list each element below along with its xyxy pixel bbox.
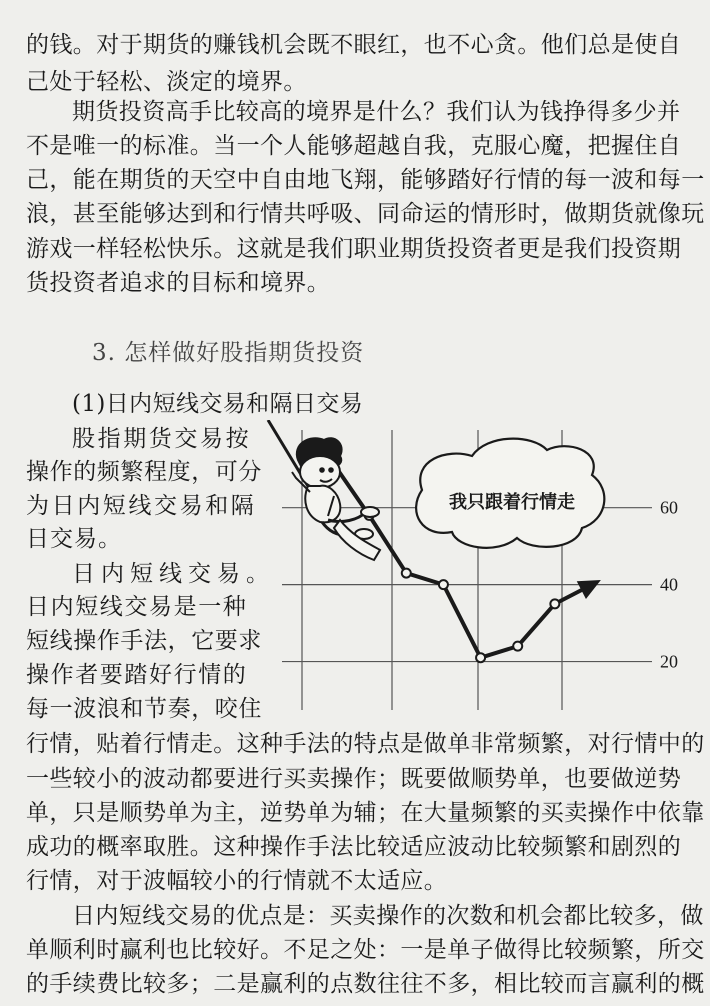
- text-line: 日内短线交易。: [72, 561, 275, 587]
- text-line: 的手续费比较多；二是赢利的点数往往不多，相比较而言赢利的概: [26, 971, 705, 997]
- text-line: 游戏一样轻松快乐。这就是我们职业期货投资者更是我们投资期: [26, 236, 682, 262]
- data-point: [439, 580, 448, 589]
- data-point: [402, 569, 411, 578]
- section-heading: 3. 怎样做好股指期货投资: [92, 340, 365, 366]
- text-line: 行情，贴着行情走。这种手法的特点是做单非常频繁，对行情中的: [26, 731, 705, 757]
- text-line: 短线操作手法，它要求: [26, 628, 262, 654]
- text-line: 不是唯一的标准。当一个人能够超越自我，克服心魔，把握住自: [26, 133, 682, 159]
- bubble-text: 我只跟着行情走: [449, 492, 575, 513]
- y-tick-label: 60: [660, 497, 678, 518]
- pants-icon: [334, 520, 380, 560]
- data-point: [513, 642, 522, 651]
- data-point: [550, 599, 559, 608]
- illustration-chart: [262, 420, 702, 720]
- speech-bubble: [416, 439, 604, 548]
- text-line: 日交易。: [26, 526, 122, 552]
- text-line: 为日内短线交易和隔: [26, 493, 257, 519]
- text-line: 单，只是顺势单为主，逆势单为辅；在大量频繁的买卖操作中依靠: [26, 800, 705, 826]
- text-line: 日内短线交易的优点是：买卖操作的次数和机会都比较多，做: [72, 903, 704, 929]
- text-line: 每一波浪和节奏，咬住: [26, 696, 262, 722]
- text-line: 的钱。对于期货的赚钱机会既不眼红，也不心贪。他们总是使自: [26, 32, 682, 58]
- face-icon: [300, 456, 340, 488]
- text-line: 股指期货交易按: [72, 426, 252, 452]
- y-tick-labels: [660, 498, 678, 672]
- y-tick-label: 40: [660, 574, 678, 595]
- shoe-icon: [361, 507, 379, 517]
- text-line: 浪，甚至能够达到和行情共呼吸、同命运的情形时，做期货就像玩: [26, 201, 705, 227]
- text-line: 一些较小的波动都要进行买卖操作；既要做顺势单，也要做逆势: [26, 766, 682, 792]
- text-line: 单顺利时赢利也比较好。不足之处：一是单子做得比较频繁，所交: [26, 937, 705, 963]
- trader-character-icon: [268, 420, 380, 560]
- text-line: 期货投资高手比较高的境界是什么？我们认为钱挣得多少并: [72, 99, 681, 125]
- text-line: 成功的概率取胜。这种操作手法比较适应波动比较频繁和剧烈的: [26, 834, 682, 860]
- text-line: 日内短线交易是一种: [26, 594, 248, 620]
- text-line: 行情，对于波幅较小的行情就不太适应。: [26, 868, 448, 894]
- text-line: 己，能在期货的天空中自由地飞翔，能够踏好行情的每一波和每一: [26, 167, 705, 193]
- eye-icon: [329, 468, 333, 472]
- text-line: 操作的频繁程度，可分: [26, 459, 262, 485]
- text-line: 己处于轻松、淡定的境界。: [26, 69, 307, 95]
- y-tick-label: 20: [660, 651, 678, 672]
- subheading: (1)日内短线交易和隔日交易: [72, 391, 364, 417]
- data-point: [476, 653, 485, 662]
- text-line: 操作者要踏好行情的: [26, 662, 248, 688]
- text-line: 货投资者追求的目标和境界。: [26, 270, 331, 296]
- eye-icon: [320, 468, 324, 472]
